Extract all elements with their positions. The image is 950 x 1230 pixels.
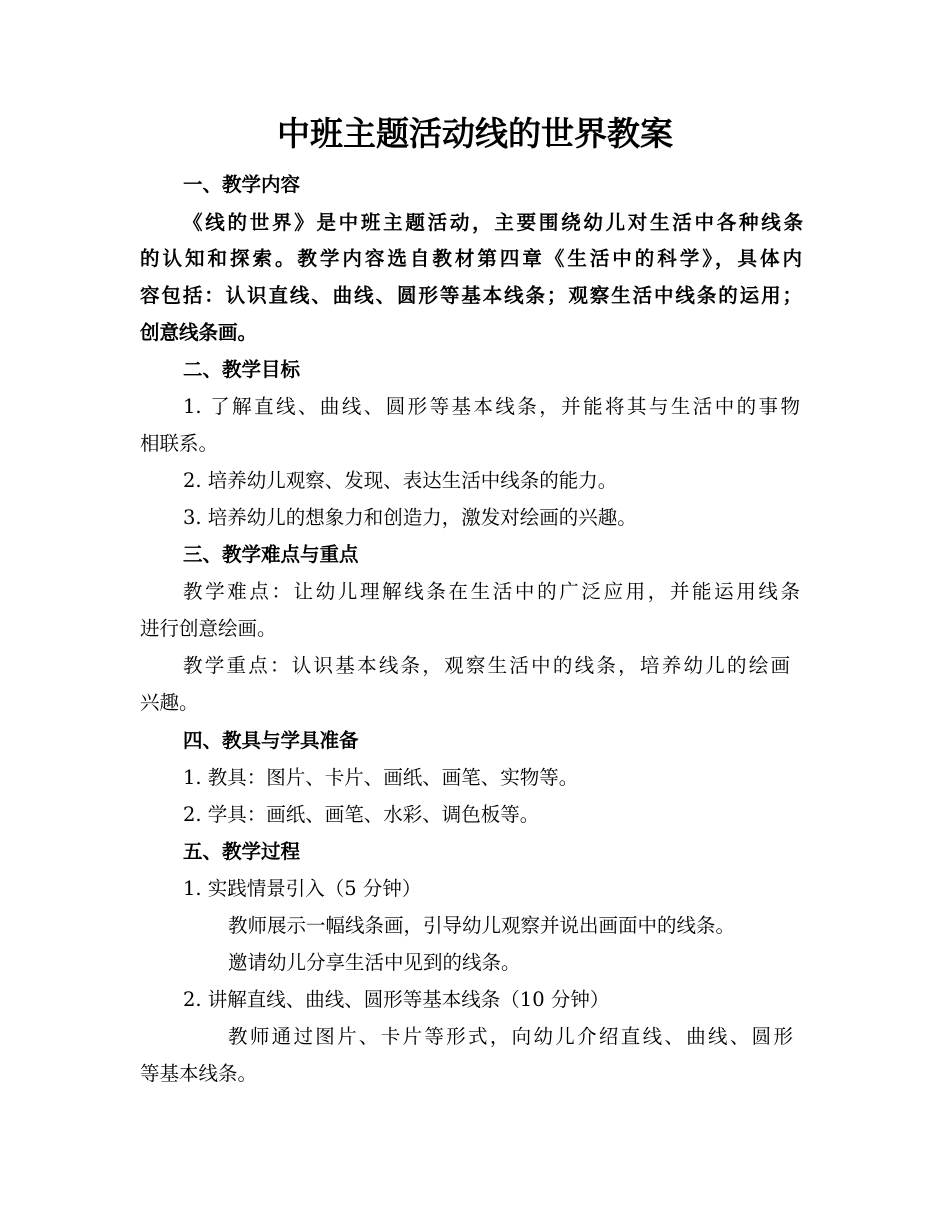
paragraph-line: 教学重点：认识基本线条，观察生活中的线条，培养幼儿的绘画	[183, 654, 790, 677]
list-item: 1. 实践情景引入（5 分钟）	[183, 877, 422, 900]
list-subitem-line: 教师通过图片、卡片等形式，向幼儿介绍直线、曲线、圆形	[228, 1025, 793, 1048]
paragraph-line: 创意线条画。	[140, 321, 258, 344]
list-subitem-line: 等基本线条。	[140, 1062, 258, 1085]
list-item: 1. 教具：图片、卡片、画纸、画笔、实物等。	[183, 766, 579, 789]
section-heading-difficulties: 三、教学难点与重点	[183, 543, 359, 566]
list-item: 2. 讲解直线、曲线、圆形等基本线条（10 分钟）	[183, 988, 610, 1011]
document-title: 中班主题活动线的世界教案	[277, 114, 673, 153]
list-item: 3. 培养幼儿的想象力和创造力，激发对绘画的兴趣。	[183, 506, 637, 529]
section-heading-process: 五、教学过程	[183, 840, 301, 863]
section-heading-content: 一、教学内容	[183, 173, 301, 196]
paragraph-line: 的认知和探索。教学内容选自教材第四章《生活中的科学》，具体内	[140, 247, 802, 270]
list-subitem: 教师展示一幅线条画，引导幼儿观察并说出画面中的线条。	[228, 914, 736, 937]
list-subitem: 邀请幼儿分享生活中见到的线条。	[228, 951, 521, 974]
section-heading-materials: 四、教具与学具准备	[183, 729, 359, 752]
paragraph-line: 进行创意绘画。	[140, 617, 277, 640]
paragraph-line: 兴趣。	[140, 691, 199, 714]
paragraph-line: 容包括：认识直线、曲线、圆形等基本线条；观察生活中线条的运用；	[140, 284, 802, 307]
paragraph-line: 教学难点：让幼儿理解线条在生活中的广泛应用，并能运用线条	[183, 580, 800, 603]
list-item-line: 1. 了解直线、曲线、圆形等基本线条，并能将其与生活中的事物	[183, 395, 800, 418]
list-item-line: 相联系。	[140, 432, 219, 455]
paragraph-line: 《线的世界》是中班主题活动，主要围绕幼儿对生活中各种线条	[183, 211, 803, 234]
list-item: 2. 学具：画纸、画笔、水彩、调色板等。	[183, 803, 540, 826]
section-heading-objectives: 二、教学目标	[183, 358, 301, 381]
list-item: 2. 培养幼儿观察、发现、表达生活中线条的能力。	[183, 469, 618, 492]
